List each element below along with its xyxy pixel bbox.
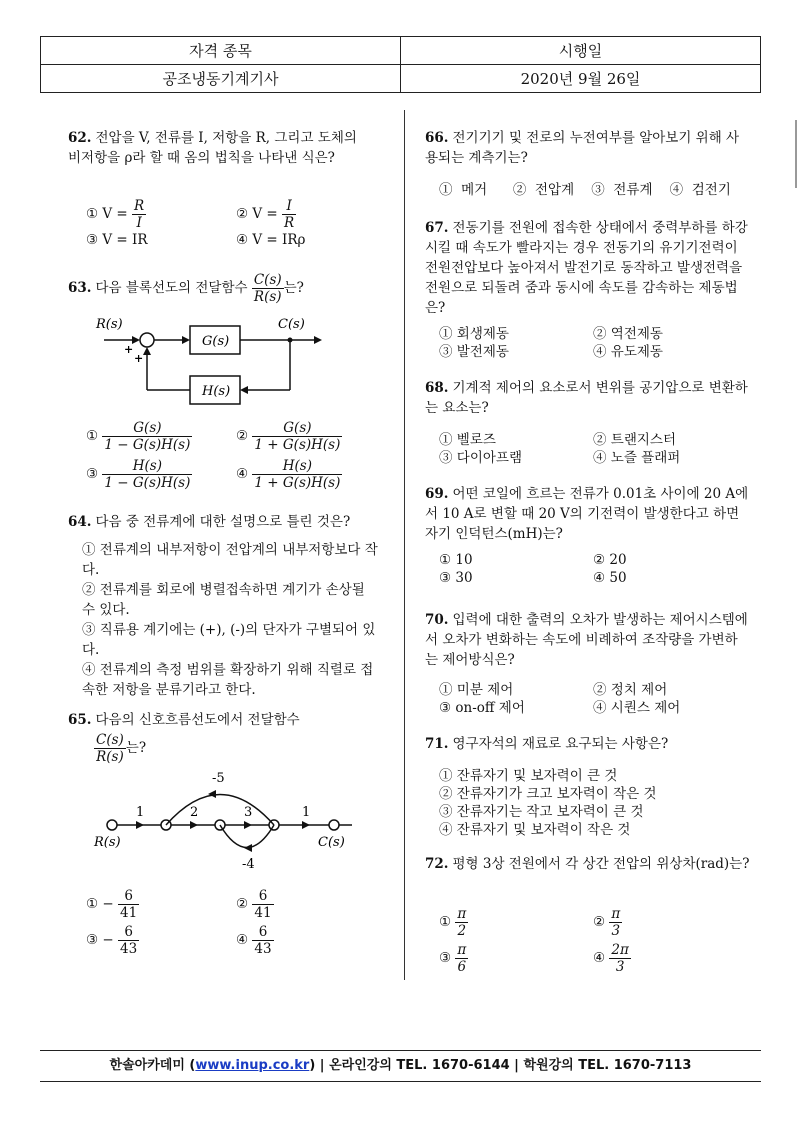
- block-g-label: G(s): [202, 334, 230, 349]
- question-text: 다음 중 전류계에 대한 설명으로 틀린 것은?: [95, 514, 351, 530]
- fraction: [252, 420, 342, 453]
- fraction: [455, 906, 468, 939]
- option-marker: ②: [593, 914, 606, 930]
- diagram-label-c: C(s): [278, 317, 305, 332]
- option-65-4[interactable]: [236, 924, 274, 957]
- option-71-3[interactable]: ③ 잔류자기는 작고 보자력이 큰 것: [439, 804, 644, 820]
- denominator: R(s): [253, 289, 282, 305]
- fraction: [455, 942, 468, 975]
- question-number: 68.: [425, 380, 449, 396]
- question-text: 다음의 신호흐름선도에서 전달함수: [95, 712, 300, 728]
- option-67-1[interactable]: ① 회생제동: [439, 326, 509, 342]
- question-69: [425, 484, 750, 544]
- question-number: 65.: [68, 712, 92, 728]
- option-65-3[interactable]: [86, 924, 139, 957]
- fraction: [102, 458, 192, 491]
- node-r: [107, 820, 117, 830]
- fraction: [609, 906, 622, 939]
- question-66: [425, 128, 750, 168]
- option-marker: ③ −: [86, 932, 114, 948]
- option-63-2[interactable]: [236, 420, 342, 453]
- option-marker: ③: [439, 950, 452, 966]
- question-number: 71.: [425, 736, 449, 752]
- denominator: I: [136, 215, 142, 231]
- numerator: π: [457, 906, 467, 922]
- plus-sign-1: +: [124, 343, 134, 356]
- question-text: 입력에 대한 출력의 오차가 발생하는 제어시스템에서 오차가 변화하는 속도에 비례하여 조작량을 가변하는 제어방식은?: [425, 612, 748, 668]
- numerator: 6: [118, 924, 139, 941]
- option-marker: ③: [86, 466, 99, 482]
- denominator: 43: [254, 941, 272, 957]
- option-72-2[interactable]: [593, 906, 622, 939]
- denominator: 3: [615, 959, 625, 975]
- option-marker: ④: [236, 466, 249, 482]
- option-69-1[interactable]: ① 10: [439, 552, 473, 568]
- fraction: [94, 732, 126, 765]
- option-68-2[interactable]: ② 트랜지스터: [593, 432, 676, 448]
- numerator: R: [134, 198, 145, 214]
- question-67: [425, 218, 750, 318]
- denominator: R(s): [96, 749, 124, 765]
- option-70-4[interactable]: ④ 시퀀스 제어: [593, 700, 681, 716]
- header-col1-label: 자격 종목: [41, 37, 401, 65]
- academy-website-link[interactable]: www.inup.co.kr: [195, 1058, 310, 1073]
- numerator: 6: [252, 888, 273, 905]
- option-64-1[interactable]: ① 전류계의 내부저항이 전압계의 내부저항보다 작다.: [82, 542, 378, 578]
- denominator: 41: [254, 905, 272, 921]
- question-number: 63.: [68, 280, 92, 296]
- option-70-3[interactable]: ③ on-off 제어: [439, 700, 525, 716]
- numerator: G(s): [252, 420, 342, 437]
- option-71-2[interactable]: ② 잔류자기가 크고 보자력이 작은 것: [439, 786, 657, 802]
- question-text: 전압을 V, 전류를 I, 저항을 R, 그리고 도체의 비저항을 ρ라 할 때 옴의 법칙을 나타낸 식은?: [68, 130, 357, 166]
- option-69-2[interactable]: ② 20: [593, 552, 627, 568]
- exam-date: 2020년 9월 26일: [401, 65, 761, 93]
- option-68-1[interactable]: ① 벨로즈: [439, 432, 496, 448]
- numerator: I: [282, 198, 296, 215]
- question-68: [425, 378, 750, 418]
- gain-3: 3: [244, 805, 253, 820]
- numerator: H(s): [252, 458, 342, 475]
- node-label-r: R(s): [94, 835, 121, 850]
- node-c: [329, 820, 339, 830]
- numerator: H(s): [102, 458, 192, 475]
- denominator: 1 − G(s)H(s): [104, 475, 191, 491]
- question-text: 전기기기 및 전로의 누전여부를 알아보기 위해 사용되는 계측기는?: [425, 130, 740, 166]
- option-label: ① V =: [86, 206, 128, 222]
- denominator: 41: [120, 905, 138, 921]
- question-64: [68, 512, 388, 532]
- column-divider: [404, 110, 405, 980]
- fraction: [252, 924, 273, 957]
- option-marker: ④: [236, 932, 249, 948]
- summing-junction: [140, 333, 154, 347]
- question-text: 기계적 제어의 요소로서 변위를 공기압으로 변환하는 요소는?: [425, 380, 748, 416]
- gain-1: 1: [136, 805, 145, 820]
- question-62: [68, 128, 368, 168]
- question-number: 70.: [425, 612, 449, 628]
- option-72-1[interactable]: [439, 906, 468, 939]
- option-68-4[interactable]: ④ 노즐 플래퍼: [593, 450, 681, 466]
- option-63-1[interactable]: [86, 420, 192, 453]
- option-72-3[interactable]: [439, 942, 468, 975]
- option-62-3[interactable]: ③ V = IR: [86, 232, 148, 248]
- fraction: [252, 888, 273, 921]
- option-62-4[interactable]: ④ V = IRρ: [236, 232, 306, 248]
- option-62-2[interactable]: [236, 198, 296, 231]
- scrollbar-edge: [795, 120, 797, 188]
- numerator: π: [611, 906, 621, 922]
- numerator: C(s): [253, 272, 282, 288]
- gain-2: 2: [190, 805, 199, 820]
- numerator: 6: [252, 924, 273, 941]
- option-marker: ① −: [86, 896, 114, 912]
- question-63: [68, 272, 378, 305]
- denominator: R: [284, 215, 295, 231]
- question-70: [425, 610, 750, 670]
- diagram-label-r: R(s): [96, 317, 123, 332]
- option-65-1[interactable]: [86, 888, 139, 921]
- question-text: 평형 3상 전원에서 각 상간 전압의 위상차(rad)는?: [452, 856, 750, 872]
- question-number: 62.: [68, 130, 92, 146]
- question-text-suffix: 는?: [283, 280, 304, 296]
- fraction: [282, 198, 296, 231]
- fraction: [132, 198, 146, 231]
- option-marker: ④: [593, 950, 606, 966]
- question-text: 영구자석의 재료로 요구되는 사항은?: [452, 736, 669, 752]
- denominator: 3: [611, 923, 621, 939]
- option-68-3[interactable]: ③ 다이아프램: [439, 450, 522, 466]
- option-70-2[interactable]: ② 정치 제어: [593, 682, 668, 698]
- question-text: 전동기를 전원에 접속한 상태에서 중력부하를 하강시킬 때 속도가 빨라지는 경우 전동기의 유기기전력이 전원전압보다 높아져서 발전기로 동작하고 발생전력을 전원으로 되돌려 줌과 동시에 속도를 감속하는 제동법은?: [425, 220, 748, 316]
- question-text: 어떤 코일에 흐르는 전류가 0.01초 사이에 20 A에서 10 A로 변할 때 20 V의 기전력이 발생한다고 하면 자기 인덕턴스(mH)는?: [425, 486, 749, 542]
- option-71-1[interactable]: ① 잔류자기 및 보자력이 큰 것: [439, 768, 618, 784]
- options-66[interactable]: ① 메거 ② 전압계 ③ 전류계 ④ 검전기: [439, 182, 731, 198]
- feedback-arc-bottom: [220, 825, 274, 848]
- denominator: 6: [457, 959, 467, 975]
- option-marker: ②: [236, 896, 249, 912]
- fraction: [118, 888, 139, 921]
- question-number: 72.: [425, 856, 449, 872]
- option-marker: ①: [439, 914, 452, 930]
- question-65-fraction: [94, 732, 146, 765]
- fraction: [118, 924, 139, 957]
- numerator: C(s): [96, 732, 124, 748]
- plus-sign-2: +: [134, 352, 144, 365]
- option-64-4[interactable]: ④ 전류계의 측정 범위를 확장하기 위해 직렬로 접속한 저항을 분류기라고 한다.: [82, 662, 374, 698]
- numerator: π: [457, 942, 467, 958]
- denominator: 2: [457, 923, 467, 939]
- option-64-2[interactable]: ② 전류계를 회로에 병렬접속하면 계기가 손상될 수 있다.: [82, 582, 365, 618]
- option-67-2[interactable]: ② 역전제동: [593, 326, 663, 342]
- block-h-label: H(s): [202, 384, 231, 399]
- option-63-4[interactable]: [236, 458, 342, 491]
- denominator: 1 + G(s)H(s): [254, 437, 341, 453]
- gain-feedback-bottom: -4: [242, 857, 255, 872]
- fraction: [252, 272, 284, 305]
- question-text-suffix: 는?: [125, 740, 147, 756]
- denominator: 1 + G(s)H(s): [254, 475, 341, 491]
- option-72-4[interactable]: [593, 942, 631, 975]
- fraction: [102, 420, 192, 453]
- numerator: G(s): [102, 420, 192, 437]
- option-69-4[interactable]: ④ 50: [593, 570, 627, 586]
- signal-flow-graph: [92, 770, 352, 880]
- footer-academy: 한솔아카데미 (: [109, 1058, 196, 1073]
- option-63-3[interactable]: [86, 458, 192, 491]
- exam-subject: 공조냉동기계기사: [41, 65, 401, 93]
- option-64-3[interactable]: ③ 직류용 계기에는 (+), (-)의 단자가 구별되어 있다.: [82, 622, 376, 658]
- question-text: 다음 블록선도의 전달함수: [95, 280, 248, 296]
- block-diagram: [94, 312, 334, 412]
- numerator: 2π: [611, 942, 629, 958]
- option-marker: ②: [236, 428, 249, 444]
- option-70-1[interactable]: ① 미분 제어: [439, 682, 514, 698]
- page-footer: [40, 1050, 761, 1082]
- exam-header-table: [40, 36, 761, 93]
- option-69-3[interactable]: ③ 30: [439, 570, 473, 586]
- question-number: 66.: [425, 130, 449, 146]
- option-67-3[interactable]: ③ 발전제동: [439, 344, 509, 360]
- option-marker: ①: [86, 428, 99, 444]
- option-67-4[interactable]: ④ 유도제동: [593, 344, 663, 360]
- fraction: [609, 942, 630, 975]
- gain-4: 1: [302, 805, 311, 820]
- question-number: 64.: [68, 514, 92, 530]
- question-number: 67.: [425, 220, 449, 236]
- footer-contact: ) | 온라인강의 TEL. 1670-6144 | 학원강의 TEL. 1670-7113: [309, 1058, 692, 1073]
- gain-feedback-top: -5: [212, 771, 225, 786]
- option-71-4[interactable]: ④ 잔류자기 및 보자력이 작은 것: [439, 822, 631, 838]
- question-72: [425, 854, 750, 874]
- denominator: 1 − G(s)H(s): [104, 437, 191, 453]
- option-65-2[interactable]: [236, 888, 274, 921]
- question-65: [68, 710, 378, 730]
- option-label: ② V =: [236, 206, 278, 222]
- question-71: [425, 734, 750, 754]
- option-62-1[interactable]: [86, 198, 146, 231]
- numerator: 6: [118, 888, 139, 905]
- fraction: [252, 458, 342, 491]
- header-col2-label: 시행일: [401, 37, 761, 65]
- node-label-c: C(s): [318, 835, 345, 850]
- question-number: 69.: [425, 486, 449, 502]
- denominator: 43: [120, 941, 138, 957]
